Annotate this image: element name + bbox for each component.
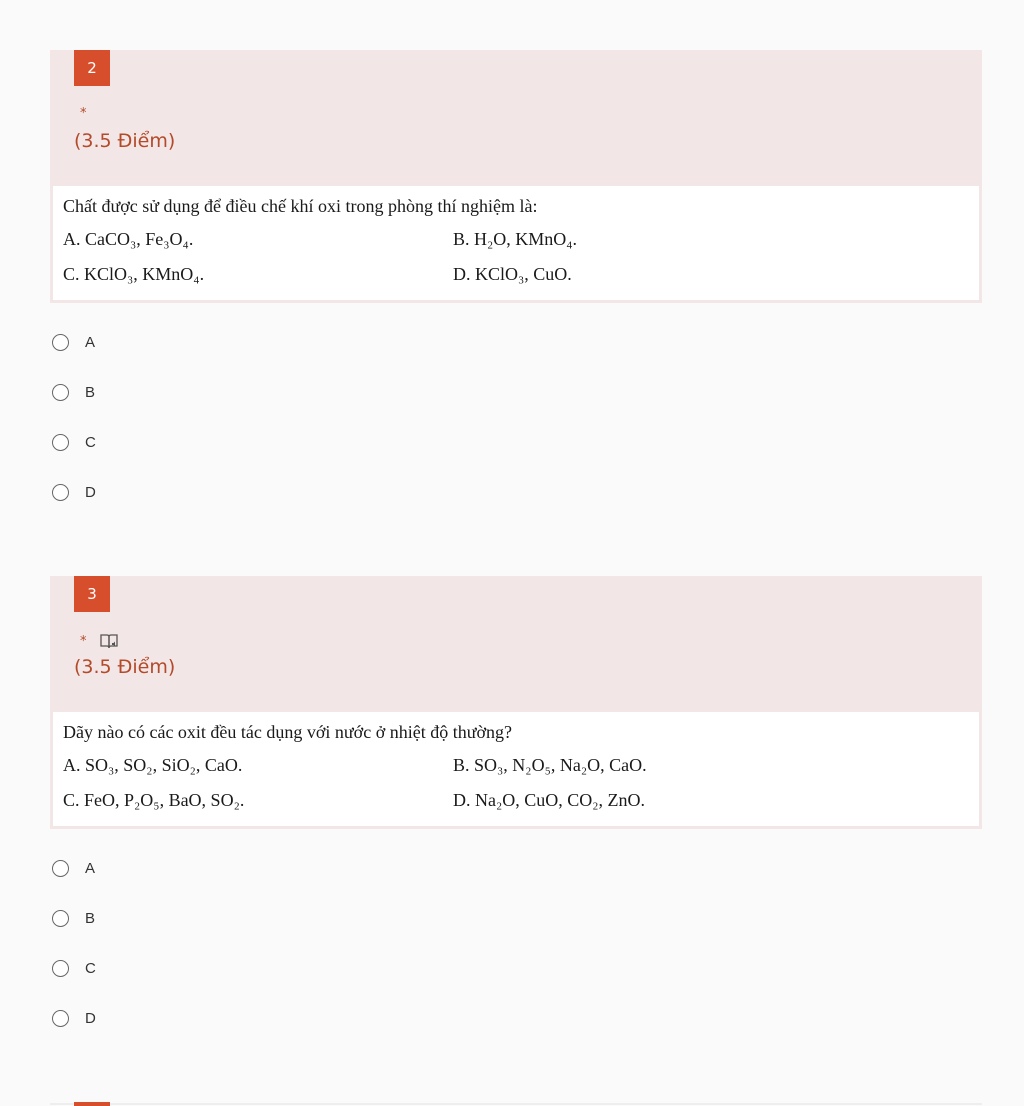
option-c-text: C. KClO₃, KMnO₄.: [63, 264, 205, 284]
choice-d[interactable]: [50, 993, 982, 1043]
radio-button[interactable]: [52, 434, 69, 451]
option-row: [63, 257, 979, 292]
option-a-text: A. SO₃, SO₂, SiO₂, CaO.: [63, 755, 243, 775]
option-d-text: D. Na₂O, CuO, CO₂, ZnO.: [453, 790, 646, 810]
question-content: [50, 712, 982, 829]
immersive-reader-icon[interactable]: [99, 632, 119, 650]
question-number-badge: 3: [74, 576, 110, 612]
choice-label[interactable]: B: [85, 909, 96, 927]
choice-a[interactable]: [50, 843, 982, 893]
radio-button[interactable]: [52, 334, 69, 351]
required-indicator: [80, 632, 119, 650]
radio-button[interactable]: [52, 384, 69, 401]
next-question-divider: [50, 1103, 982, 1105]
answer-choices: [50, 829, 982, 1043]
option-row: [63, 748, 979, 783]
choice-label[interactable]: B: [85, 383, 96, 401]
question-points: (3.5 Điểm): [74, 130, 176, 152]
radio-button[interactable]: [52, 484, 69, 501]
radio-button[interactable]: [52, 910, 69, 927]
radio-button[interactable]: [52, 860, 69, 877]
choice-label[interactable]: A: [85, 333, 96, 351]
required-asterisk: *: [80, 633, 87, 649]
option-row: [63, 783, 979, 818]
option-a-text: A. CaCO₃, Fe₃O₄.: [63, 229, 194, 249]
option-row: [63, 222, 979, 257]
choice-label[interactable]: D: [85, 483, 96, 501]
question-text: Dãy nào có các oxit đều tác dụng với nước ở nhiệt độ thường?: [63, 722, 512, 742]
choice-b[interactable]: [50, 893, 982, 943]
choice-b[interactable]: [50, 367, 982, 417]
choice-c[interactable]: [50, 943, 982, 993]
choice-label[interactable]: C: [85, 959, 96, 977]
answer-choices: [50, 303, 982, 517]
option-b-text: B. SO₃, N₂O₅, Na₂O, CaO.: [453, 755, 647, 775]
question-text: Chất được sử dụng để điều chế khí oxi trong phòng thí nghiệm là:: [63, 196, 538, 216]
required-indicator: [80, 106, 87, 121]
option-b-text: B. H₂O, KMnO₄.: [453, 229, 578, 249]
option-d-text: D. KClO₃, CuO.: [453, 264, 572, 284]
next-question-badge-edge: [74, 1102, 110, 1106]
choice-label[interactable]: A: [85, 859, 96, 877]
question-3: [50, 576, 982, 1043]
question-number-badge: 2: [74, 50, 110, 86]
question-header: [50, 50, 982, 186]
question-header: [50, 576, 982, 712]
required-asterisk: *: [80, 106, 87, 121]
question-2: [50, 50, 982, 517]
choice-label[interactable]: D: [85, 1009, 96, 1027]
choice-c[interactable]: [50, 417, 982, 467]
choice-d[interactable]: [50, 467, 982, 517]
question-points: (3.5 Điểm): [74, 656, 176, 678]
radio-button[interactable]: [52, 1010, 69, 1027]
option-c-text: C. FeO, P₂O₅, BaO, SO₂.: [63, 790, 245, 810]
choice-label[interactable]: C: [85, 433, 96, 451]
question-content: [50, 186, 982, 303]
radio-button[interactable]: [52, 960, 69, 977]
choice-a[interactable]: [50, 317, 982, 367]
